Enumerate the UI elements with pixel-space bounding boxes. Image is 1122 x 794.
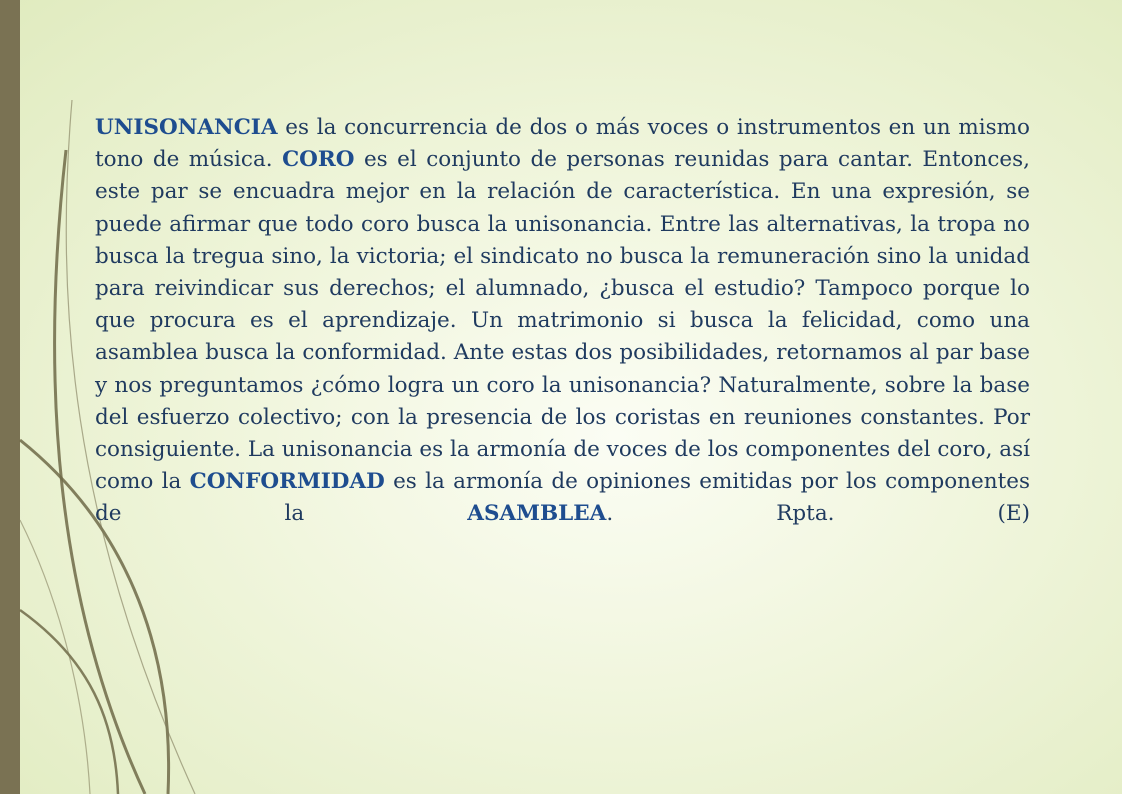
text-segment-1: es la concurrencia de dos o más voces o instrumentos en un mismo tono de música. [95, 115, 1030, 173]
text-segment-2: es el conjunto de personas reunidas para cantar. Entonces, este par se encuadra mejor en la relación de característica. En una expresión, se puede afirmar que todo coro busca la unisonancia. Entre las alternativas, la tropa no busca la tregua sino, la victoria; el sindicato no busca la remuneración sino la unidad para reivindicar sus derechos; el alumnado, ¿busca el estudio? Tampoco porque lo que procura es el aprendizaje. Un matrimonio si busca la felicidad, como una asamblea busca la conformidad. Ante estas dos posibilidades, retornamos al par base y nos preguntamos ¿cómo logra un coro la unisonancia? Naturalmente, sobre la base del esfuerzo colectivo; con la presencia de los coristas en reuniones constantes. Por consiguiente. La unisonancia es la armonía de voces de los componentes del coro, así como la [95, 147, 1031, 495]
answer-text: . Rpta. (E) [606, 501, 1030, 527]
term-coro: CORO [282, 147, 355, 173]
swoosh-line-3 [20, 610, 118, 794]
text-segment-3: es la armonía de opiniones emitidas por los componentes de la [95, 469, 1030, 527]
left-accent-bar [0, 0, 20, 794]
term-conformidad: CONFORMIDAD [189, 469, 385, 495]
swoosh-line-5 [20, 520, 90, 794]
term-asamblea: ASAMBLEA [467, 501, 607, 527]
term-unisonancia: UNISONANCIA [95, 115, 278, 140]
explanation-paragraph [95, 112, 1030, 531]
